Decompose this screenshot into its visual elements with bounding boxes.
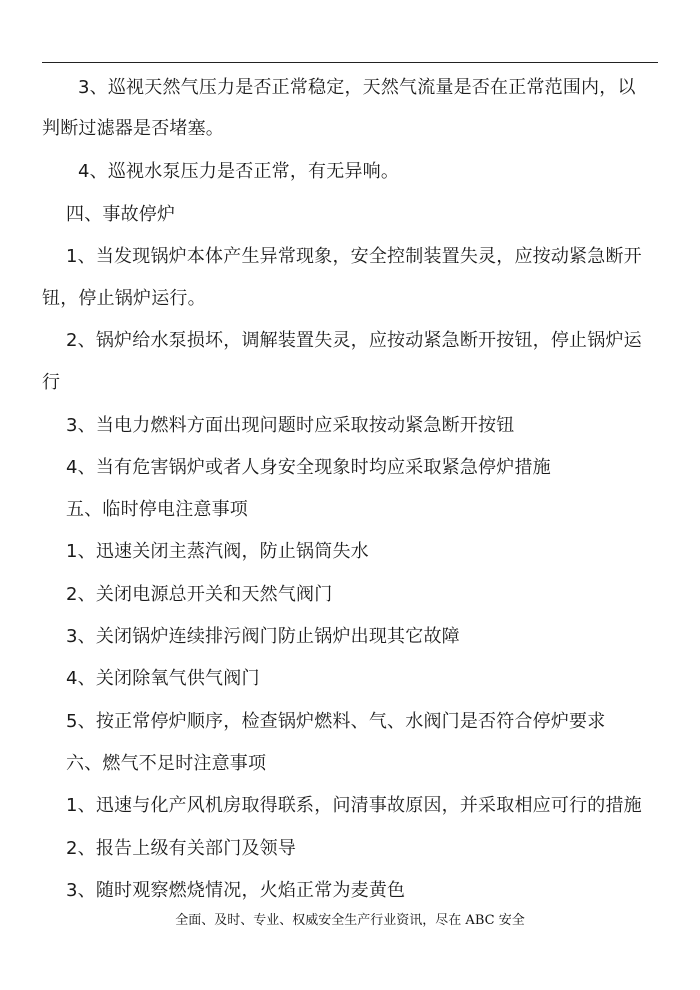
paragraph-line-8: 行 (42, 372, 61, 393)
paragraph-line-15: 4、关闭除氧气供气阀门 (66, 668, 260, 689)
paragraph-line-10: 4、当有危害锅炉或者人身安全现象时均应采取紧急停炉措施 (66, 457, 551, 478)
section-heading-6: 六、燃气不足时注意事项 (66, 753, 267, 774)
section-heading-4: 四、事故停炉 (66, 204, 176, 225)
paragraph-line-6: 钮，停止锅炉运行。 (42, 288, 206, 309)
paragraph-line-7: 2、锅炉给水泵损坏，调解装置失灵，应按动紧急断开按钮，停止锅炉运 (66, 330, 642, 351)
paragraph-line-20: 3、随时观察燃烧情况，火焰正常为麦黄色 (66, 880, 406, 901)
paragraph-line-16: 5、按正常停炉顺序，检查锅炉燃料、气、水阀门是否符合停炉要求 (66, 711, 606, 732)
paragraph-line-1: 3、巡视天然气压力是否正常稳定，天然气流量是否在正常范围内，以 (78, 77, 636, 98)
paragraph-line-12: 1、迅速关闭主蒸汽阀，防止锅筒失水 (66, 541, 369, 562)
paragraph-line-3: 4、巡视水泵压力是否正常，有无异响。 (78, 161, 400, 182)
header-rule (42, 62, 658, 63)
paragraph-line-18: 1、迅速与化产风机房取得联系，问清事故原因，并采取相应可行的措施 (66, 795, 642, 816)
paragraph-line-19: 2、报告上级有关部门及领导 (66, 838, 297, 859)
paragraph-line-14: 3、关闭锅炉连续排污阀门防止锅炉出现其它故障 (66, 626, 460, 647)
paragraph-line-2: 判断过滤器是否堵塞。 (42, 118, 224, 139)
paragraph-line-13: 2、关闭电源总开关和天然气阀门 (66, 584, 333, 605)
section-heading-5: 五、临时停电注意事项 (66, 499, 248, 520)
paragraph-line-5: 1、当发现锅炉本体产生异常现象，安全控制装置失灵，应按动紧急断开 (66, 246, 642, 267)
paragraph-line-9: 3、当电力燃料方面出现问题时应采取按动紧急断开按钮 (66, 415, 515, 436)
page-footer: 全面、及时、专业、权威安全生产行业资讯，尽在 ABC 安全 (175, 913, 525, 928)
